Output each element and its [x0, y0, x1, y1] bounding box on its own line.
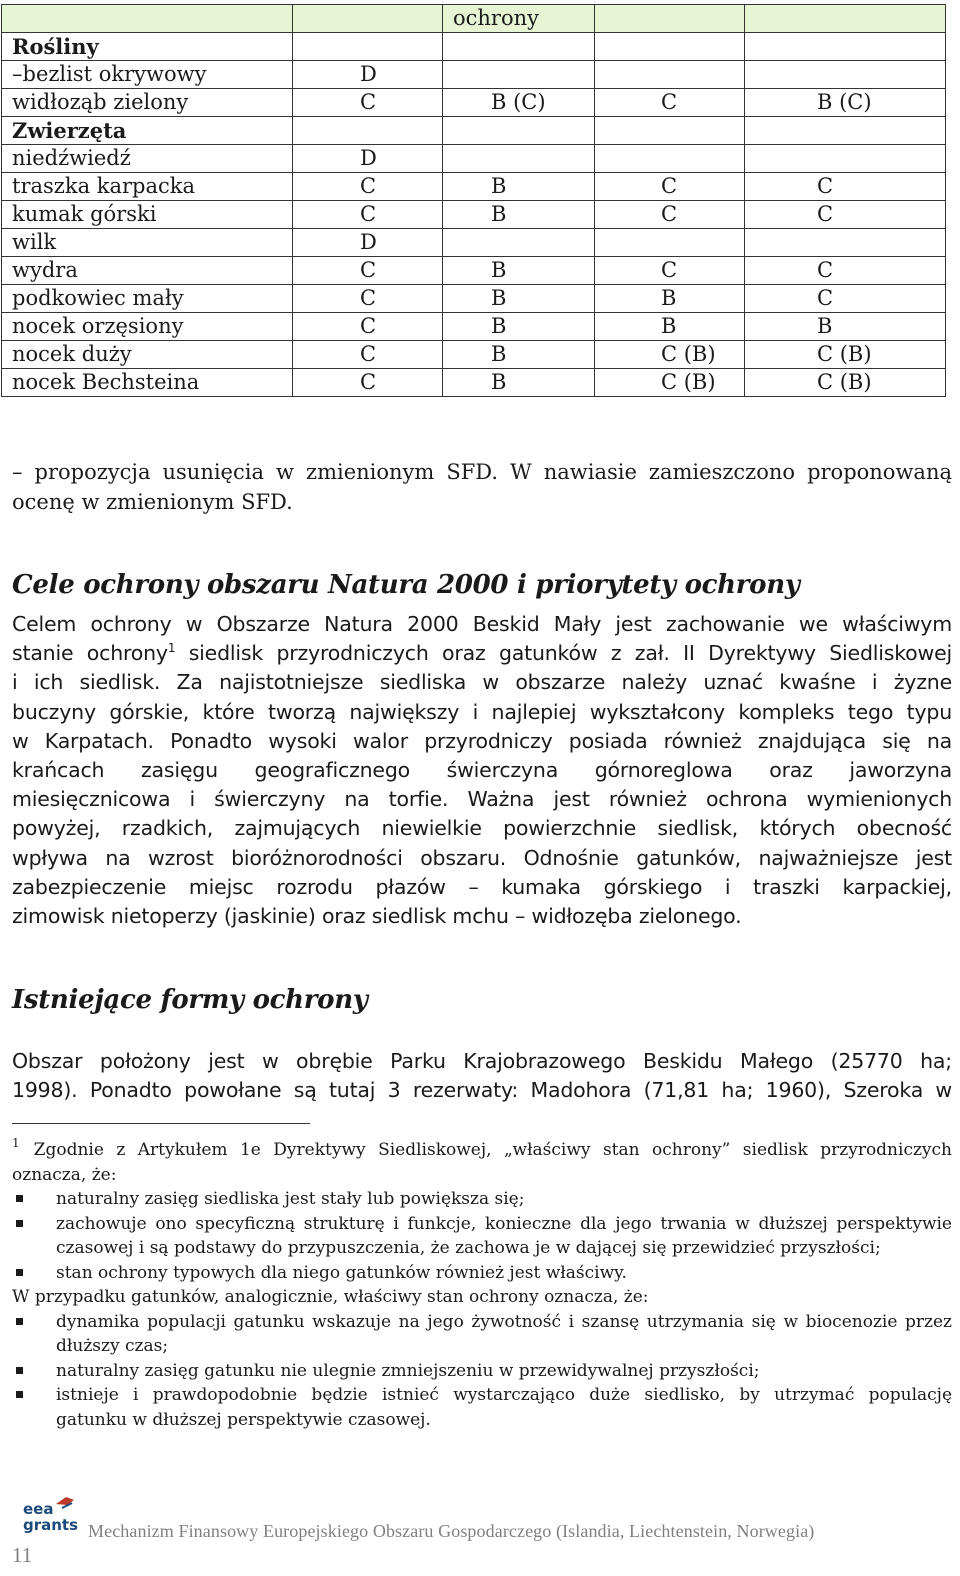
table-cell	[595, 5, 745, 33]
paragraph-line: 1998). Ponadto powołane są tutaj 3 rezerwaty: Madohora (71,81 ha; 1960), Szeroka w	[12, 1078, 952, 1103]
assessment-cell: B	[443, 201, 595, 229]
assessment-cell: C	[595, 89, 745, 117]
list-item-text: zachowuje ono specyficzną strukturę i funkcje, konieczne dla jego trwania w dłuższej perspektywie	[56, 1213, 952, 1234]
table-row	[2, 257, 946, 285]
list-item	[12, 1310, 952, 1359]
section-heading-protection-forms: Istniejące formy ochrony	[12, 985, 368, 1015]
assessment-cell: B	[443, 313, 595, 341]
assessment-cell	[443, 145, 595, 173]
assessment-cell	[595, 33, 745, 61]
assessment-cell	[595, 145, 745, 173]
list-item-text: czasowej i są podstawy do przypuszczenia, że zachowa je w dającej się przewidzieć przyszłości;	[56, 1238, 881, 1258]
footnote	[12, 1131, 952, 1432]
logo-text: eea	[23, 1500, 54, 1518]
assessment-cell	[595, 229, 745, 257]
table-row	[2, 89, 946, 117]
assessment-cell: B	[443, 257, 595, 285]
table-row	[2, 229, 946, 257]
paragraph-line: buczyny górskie, które tworzą największy i najlepiej wykształcony kompleks tego typu	[12, 699, 952, 724]
table-row	[2, 313, 946, 341]
assessment-cell	[293, 33, 443, 61]
footnote-line	[12, 1131, 952, 1163]
assessment-cell: C	[293, 173, 443, 201]
assessment-cell	[443, 61, 595, 89]
list-item-text: stan ochrony typowych dla niego gatunków również jest właściwy.	[56, 1262, 627, 1283]
species-name-cell: traszka karpacka	[2, 173, 293, 201]
footer-program-name: Mechanizm Finansowy Europejskiego Obszaru Gospodarczego (Islandia, Liechtenstein, Norwegia)	[88, 1521, 815, 1541]
species-name-cell: podkowiec mały	[2, 285, 293, 313]
list-item	[12, 1261, 952, 1286]
section-protection-paragraph	[12, 1047, 952, 1105]
species-status-table	[1, 4, 946, 397]
table-note	[12, 457, 952, 517]
assessment-cell: C	[293, 89, 443, 117]
table-row	[2, 285, 946, 313]
assessment-cell: B	[443, 173, 595, 201]
table-cell	[745, 5, 946, 33]
assessment-cell: D	[293, 145, 443, 173]
table-row	[2, 117, 946, 145]
habitat-criteria-list	[12, 1187, 952, 1285]
footnote-text: Zgodnie z Artykułem 1e Dyrektywy Siedliskowej, „właściwy stan ochrony” siedlisk przyrodniczych	[33, 1140, 952, 1160]
note-line: ocenę w zmienionym SFD.	[12, 490, 293, 514]
footnote-line: oznacza, że:	[12, 1164, 117, 1185]
list-item	[12, 1212, 952, 1261]
assessment-cell: C (B)	[745, 369, 946, 397]
species-name-cell: nocek orzęsiony	[2, 313, 293, 341]
assessment-cell	[595, 117, 745, 145]
assessment-cell: C	[595, 257, 745, 285]
species-name-cell: nocek Bechsteina	[2, 369, 293, 397]
assessment-cell: C (B)	[745, 341, 946, 369]
assessment-cell: B	[595, 313, 745, 341]
table-row	[2, 145, 946, 173]
logo-text: grants	[23, 1516, 79, 1534]
table-row	[2, 369, 946, 397]
assessment-cell: C	[745, 173, 946, 201]
paragraph-line: zabezpieczenie miejsc rozrodu płazów – kumaka górskiego i traszki karpackiej,	[12, 874, 952, 899]
assessment-cell	[443, 229, 595, 257]
assessment-cell	[293, 117, 443, 145]
list-item	[12, 1359, 952, 1384]
paragraph-line: miesięcznicowa i świerczyny na torfie. Ważna jest również ochrona wymienionych	[12, 787, 952, 812]
page-number: 11	[12, 1543, 33, 1567]
assessment-cell	[443, 33, 595, 61]
list-item-text: dłuższy czas;	[56, 1336, 169, 1356]
assessment-cell	[745, 117, 946, 145]
table-row	[2, 173, 946, 201]
species-name-cell: wydra	[2, 257, 293, 285]
list-item	[12, 1383, 952, 1432]
assessment-cell	[745, 61, 946, 89]
paragraph-line: i ich siedlisk. Za najistotniejsze siedliska w obszarze należy uznać kwaśne i żyzne	[12, 670, 952, 695]
paragraph-text: stanie ochrony	[12, 641, 168, 666]
paragraph-line: powyżej, rzadkich, zajmujących niewielkie powierzchnie siedlisk, których obecność	[12, 816, 952, 841]
assessment-cell: B	[745, 313, 946, 341]
table-row	[2, 61, 946, 89]
species-name-cell: kumak górski	[2, 201, 293, 229]
paragraph-line: Obszar położony jest w obrębie Parku Krajobrazowego Beskidu Małego (25770 ha;	[12, 1049, 952, 1073]
paragraph-line	[12, 639, 952, 668]
assessment-cell: C (B)	[595, 369, 745, 397]
list-item	[12, 1187, 952, 1212]
assessment-cell: C	[595, 173, 745, 201]
assessment-cell: B (C)	[443, 89, 595, 117]
section-goals-paragraph	[12, 610, 952, 931]
assessment-cell: D	[293, 61, 443, 89]
species-name-cell: Zwierzęta	[2, 117, 293, 145]
assessment-cell	[745, 33, 946, 61]
list-item-text: dynamika populacji gatunku wskazuje na jego żywotność i szansę utrzymania się w biocenozie przez	[56, 1311, 952, 1332]
assessment-cell: C	[293, 257, 443, 285]
assessment-cell: C	[595, 201, 745, 229]
table-header-row	[2, 5, 946, 33]
table-row	[2, 201, 946, 229]
species-criteria-list	[12, 1310, 952, 1433]
assessment-cell: C	[293, 369, 443, 397]
species-name-cell: –bezlist okrywowy	[2, 61, 293, 89]
species-name-cell: nocek duży	[2, 341, 293, 369]
species-name-cell: niedźwiedź	[2, 145, 293, 173]
assessment-cell: B	[595, 285, 745, 313]
assessment-cell	[745, 229, 946, 257]
species-name-cell: Rośliny	[2, 33, 293, 61]
assessment-cell: B (C)	[745, 89, 946, 117]
assessment-cell: C	[745, 257, 946, 285]
list-item-text: istnieje i prawdopodobnie będzie istnieć wystarczająco duże siedlisko, by utrzymać populację	[56, 1385, 952, 1405]
paragraph-line: krańcach zasięgu geograficznego świerczyna górnoreglowa oraz jaworzyna	[12, 758, 952, 783]
note-line: – propozycja usunięcia w zmienionym SFD. W nawiasie zamieszczono proponowaną	[12, 460, 952, 484]
paragraph-line: zimowisk nietoperzy (jaskinie) oraz siedlisk mchu – widłozęba zielonego.	[12, 904, 742, 929]
paragraph-line: wpływa na wzrost bioróżnorodności obszaru. Odnośnie gatunków, najważniejsze jest	[12, 845, 952, 870]
section-heading-goals: Cele ochrony obszaru Natura 2000 i priorytety ochrony	[12, 570, 800, 600]
species-name-cell: widłoząb zielony	[2, 89, 293, 117]
assessment-cell: C	[293, 201, 443, 229]
assessment-cell: B	[443, 285, 595, 313]
assessment-cell: C	[293, 341, 443, 369]
species-name-cell: wilk	[2, 229, 293, 257]
footnote-number: 1	[12, 1136, 20, 1150]
assessment-cell	[595, 61, 745, 89]
list-item-text: naturalny zasięg gatunku nie ulegnie zmniejszeniu w przewidywalnej przyszłości;	[56, 1360, 760, 1381]
eea-grants-logo	[22, 1494, 80, 1536]
table-header-cell: ochrony	[443, 5, 595, 33]
assessment-cell: C	[293, 285, 443, 313]
assessment-cell: C (B)	[595, 341, 745, 369]
assessment-cell: C	[745, 285, 946, 313]
paragraph-text: siedlisk przyrodniczych oraz gatunków z zał. II Dyrektywy Siedliskowej	[188, 641, 952, 666]
assessment-cell	[745, 145, 946, 173]
footnote-line: W przypadku gatunków, analogicznie, właściwy stan ochrony oznacza, że:	[12, 1287, 649, 1307]
assessment-cell	[443, 117, 595, 145]
footnote-separator	[12, 1123, 310, 1124]
table-cell	[293, 5, 443, 33]
assessment-cell: C	[745, 201, 946, 229]
assessment-cell: D	[293, 229, 443, 257]
assessment-cell: C	[293, 313, 443, 341]
assessment-cell: B	[443, 369, 595, 397]
table-row	[2, 341, 946, 369]
list-item-text: gatunku w dłuższej perspektywie czasowej.	[56, 1409, 431, 1430]
paragraph-line: Celem ochrony w Obszarze Natura 2000 Beskid Mały jest zachowanie we właściwym	[12, 612, 952, 636]
table-cell	[2, 5, 293, 33]
list-item-text: naturalny zasięg siedliska jest stały lub powiększa się;	[56, 1189, 525, 1209]
table-row	[2, 33, 946, 61]
assessment-cell: B	[443, 341, 595, 369]
paragraph-line: w Karpatach. Ponadto wysoki walor przyrodniczy posiada również znajdująca się na	[12, 728, 952, 753]
footnote-ref[interactable]: 1	[167, 641, 176, 656]
